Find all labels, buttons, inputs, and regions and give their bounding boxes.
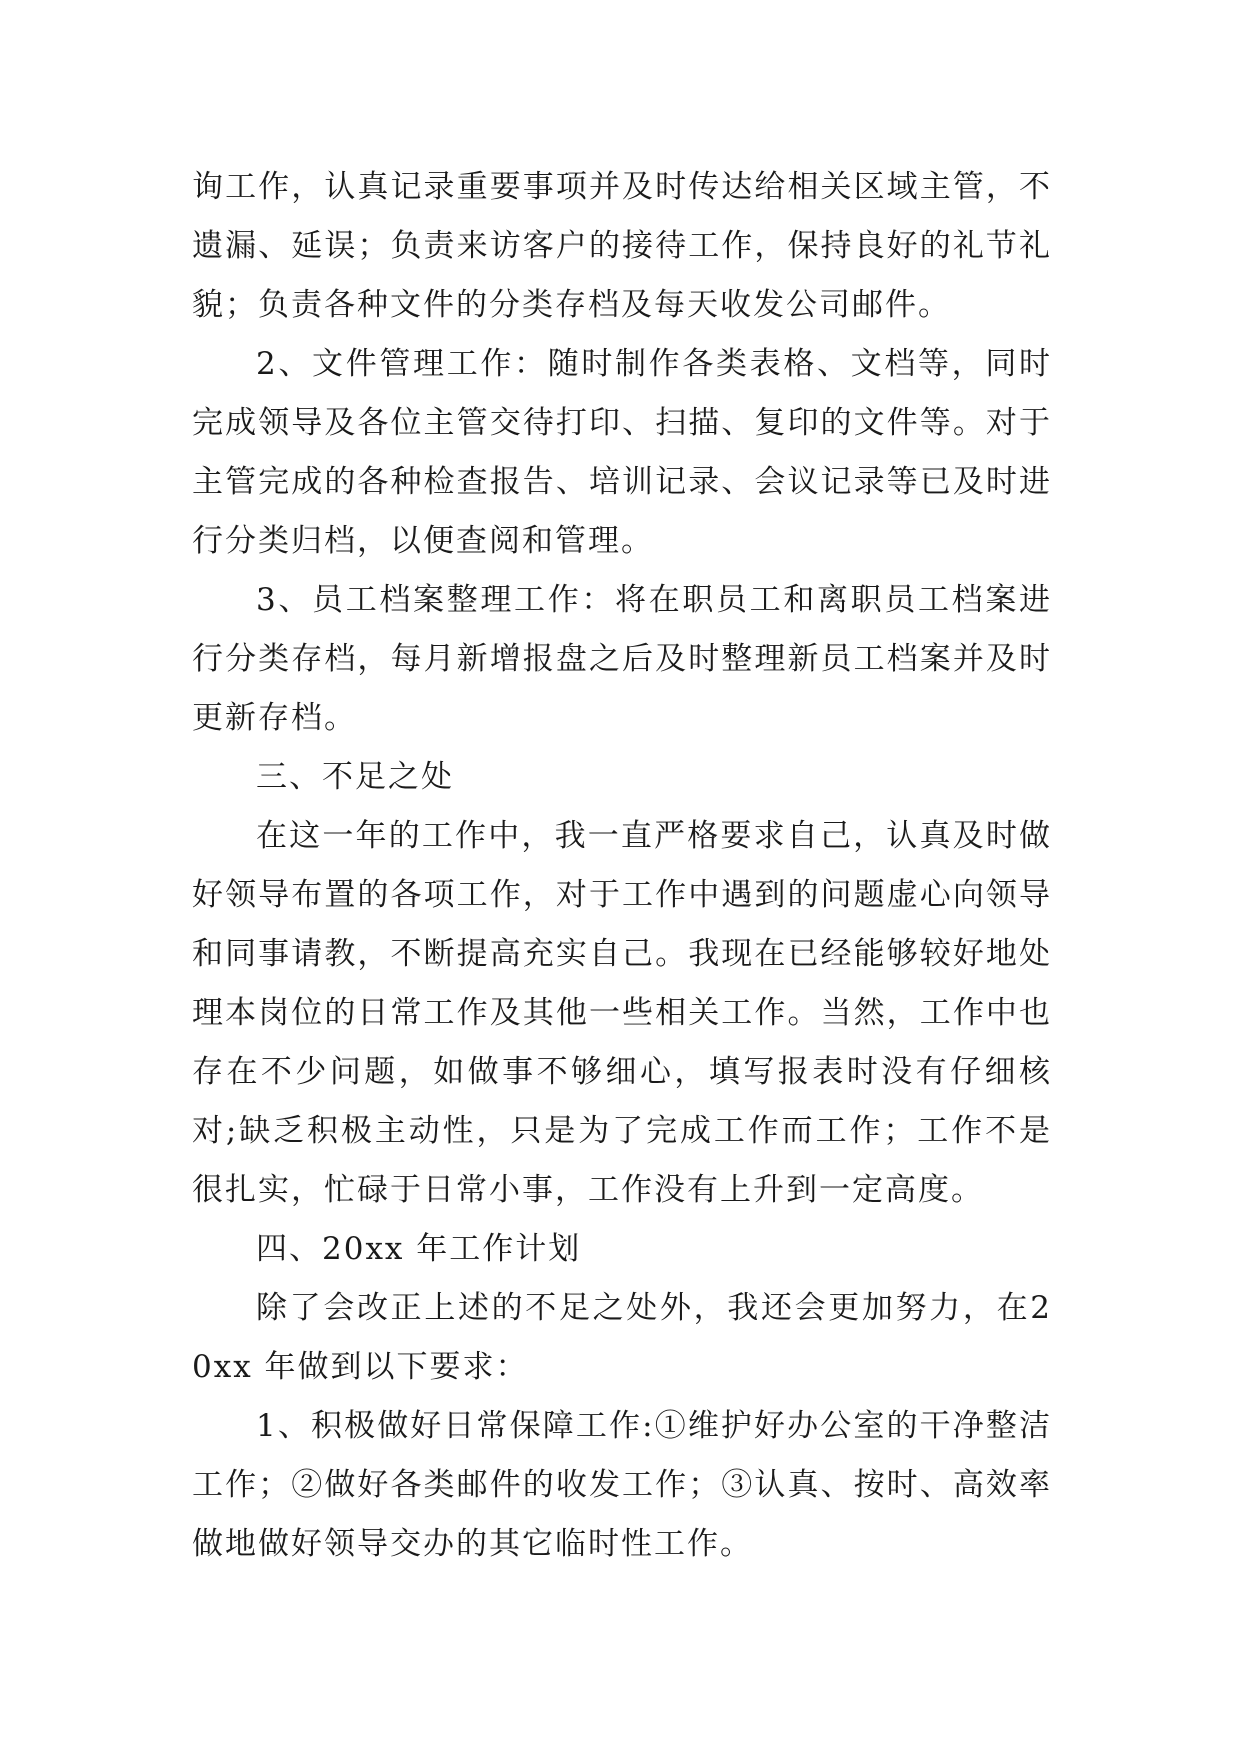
section-heading-work-plan: 四、20xx 年工作计划 bbox=[256, 1231, 582, 1267]
paragraph-continued: 询工作，认真记录重要事项并及时传达给相关区域主管，不遗漏、延误；负责来访客户的接待工作，保持良好的礼节礼貌；负责各种文件的分类存档及每天收发公司邮件。 bbox=[192, 169, 1052, 323]
paragraph-file-management: 2、文件管理工作：随时制作各类表格、文档等，同时完成领导及各位主管交待打印、扫描、复印的文件等。对于主管完成的各种检查报告、培训记录、会议记录等已及时进行分类归档，以便查阅和管理。 bbox=[192, 346, 1052, 559]
document-body bbox=[192, 158, 1052, 1574]
section-heading-shortcomings: 三、不足之处 bbox=[256, 759, 454, 795]
paragraph-shortcomings: 在这一年的工作中，我一直严格要求自己，认真及时做好领导布置的各项工作，对于工作中遇到的问题虚心向领导和同事请教，不断提高充实自己。我现在已经能够较好地处理本岗位的日常工作及其他一些相关工作。当然，工作中也存在不少问题，如做事不够细心，填写报表时没有仔细核对;缺乏积极主动性，只是为了完成工作而工作；工作不是很扎实，忙碌于日常小事，工作没有上升到一定高度。 bbox=[192, 818, 1052, 1208]
paragraph-employee-archives: 3、员工档案整理工作：将在职员工和离职员工档案进行分类存档，每月新增报盘之后及时整理新员工档案并及时更新存档。 bbox=[192, 582, 1052, 736]
paragraph-plan-intro: 除了会改正上述的不足之处外，我还会更加努力，在20xx 年做到以下要求： bbox=[192, 1290, 1052, 1385]
paragraph-plan-item-1: 1、积极做好日常保障工作:①维护好办公室的干净整洁工作；②做好各类邮件的收发工作；③认真、按时、高效率做地做好领导交办的其它临时性工作。 bbox=[192, 1408, 1052, 1562]
